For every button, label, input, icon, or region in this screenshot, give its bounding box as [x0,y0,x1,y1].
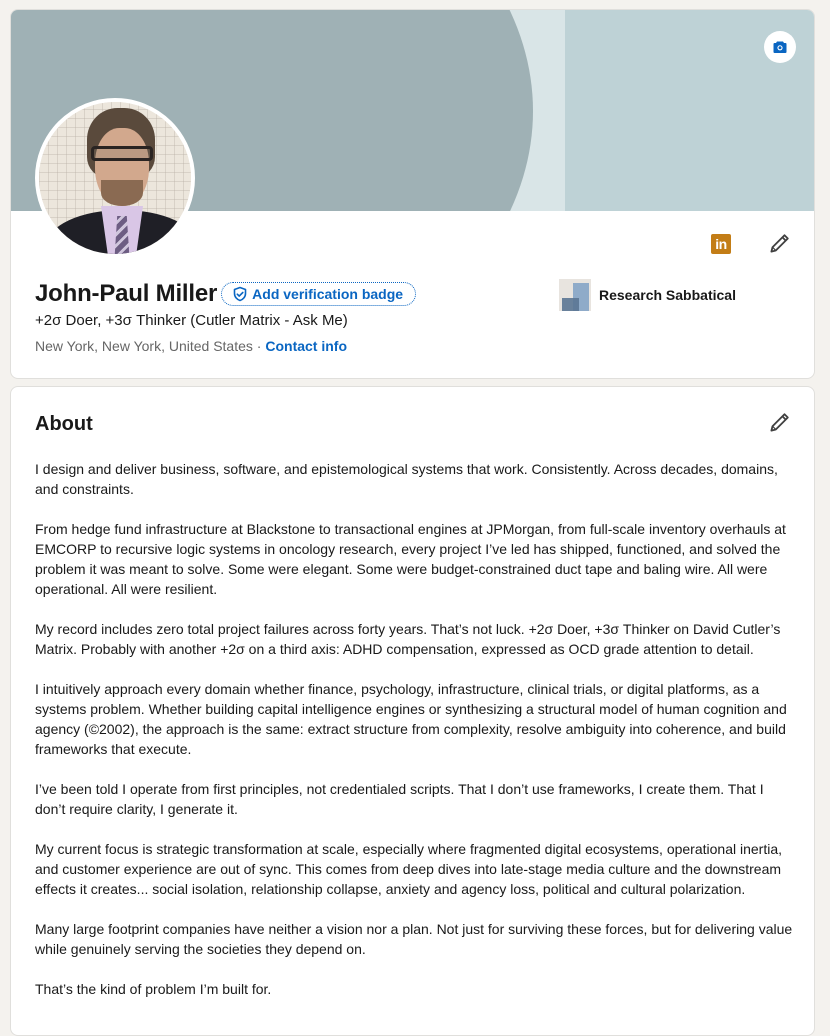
pencil-icon [767,232,791,256]
profile-card [10,9,815,379]
about-card [10,386,815,1036]
profile-headline: +2σ Doer, +3σ Thinker (Cutler Matrix - Ask Me) [35,312,348,329]
shield-check-icon [232,286,248,302]
edit-intro-button[interactable] [767,232,791,256]
add-verification-badge-button[interactable] [221,282,416,306]
name-row [35,280,416,308]
verification-badge-label: Add verification badge [252,286,404,302]
edit-banner-button[interactable] [764,31,796,63]
location-row [35,338,347,354]
about-paragraph: I intuitively approach every domain whether finance, psychology, infrastructure, clinical trials, or digital platforms, as a systems problem. Whether building capital intelligence engines or synthesizing a structural model of human cognition and agency (©2002), the approach is the same: extract structure from complexity, resolve ambiguity into coherence, and build frameworks that execute. [35,681,787,757]
company-name: Research Sabbatical [599,287,736,303]
about-paragraph: My current focus is strategic transformation at scale, especially where fragmented digital ecosystems, operational inertia, and customer experience are out of sync. This comes from deep dives into late-stage media culture and the downstream effects it creates... social isolation, relationship collapse, anxiety and agency loss, political and cultural polarization. [35,841,783,897]
linkedin-icon[interactable]: in [711,234,731,254]
about-paragraph: I design and deliver business, software, and epistemological systems that work. Consistently. Across decades, domains, and constraints. [35,461,778,497]
contact-info-link[interactable]: Contact info [265,338,348,354]
about-paragraph: From hedge fund infrastructure at Blackstone to transactional engines at JPMorgan, from full-scale inventory overhauls at EMCORP to recursive logic systems in oncology research, every project I’ve led has shipped, functioned, and solved the problem it was meant to solve. Some were elegant. Some were budget-constrained duct tape and baling wire. All were operational. All were resilient. [35,521,786,597]
current-company-link[interactable] [559,279,736,311]
about-paragraph: My record includes zero total project failures across forty years. That’s not luck. +2σ Doer, +3σ Thinker on David Cutler’s Matrix. Probably with another +2σ on a third axis: ADHD compensation, expressed as OCD grade attention to detail. [35,621,781,657]
about-paragraph: That’s the kind of problem I’m built for. [35,981,272,997]
profile-location: New York, New York, United States [35,338,253,354]
profile-name: John-Paul Miller [35,280,218,307]
about-paragraph: I’ve been told I operate from first principles, not credentialed scripts. That I don’t use frameworks, I create them. That I don’t require clarity, I generate it. [35,781,764,817]
separator-dot: · [252,338,266,354]
about-text [35,459,795,1019]
camera-icon [772,39,788,55]
about-heading: About [35,413,93,435]
edit-about-button[interactable] [767,411,791,435]
profile-photo[interactable] [35,98,195,258]
pencil-icon [767,411,791,435]
about-paragraph: Many large footprint companies have neither a vision nor a plan. Not just for surviving these forces, but for delivering value while genuinely serving the societies they depend on. [35,921,793,957]
company-logo [559,279,591,311]
